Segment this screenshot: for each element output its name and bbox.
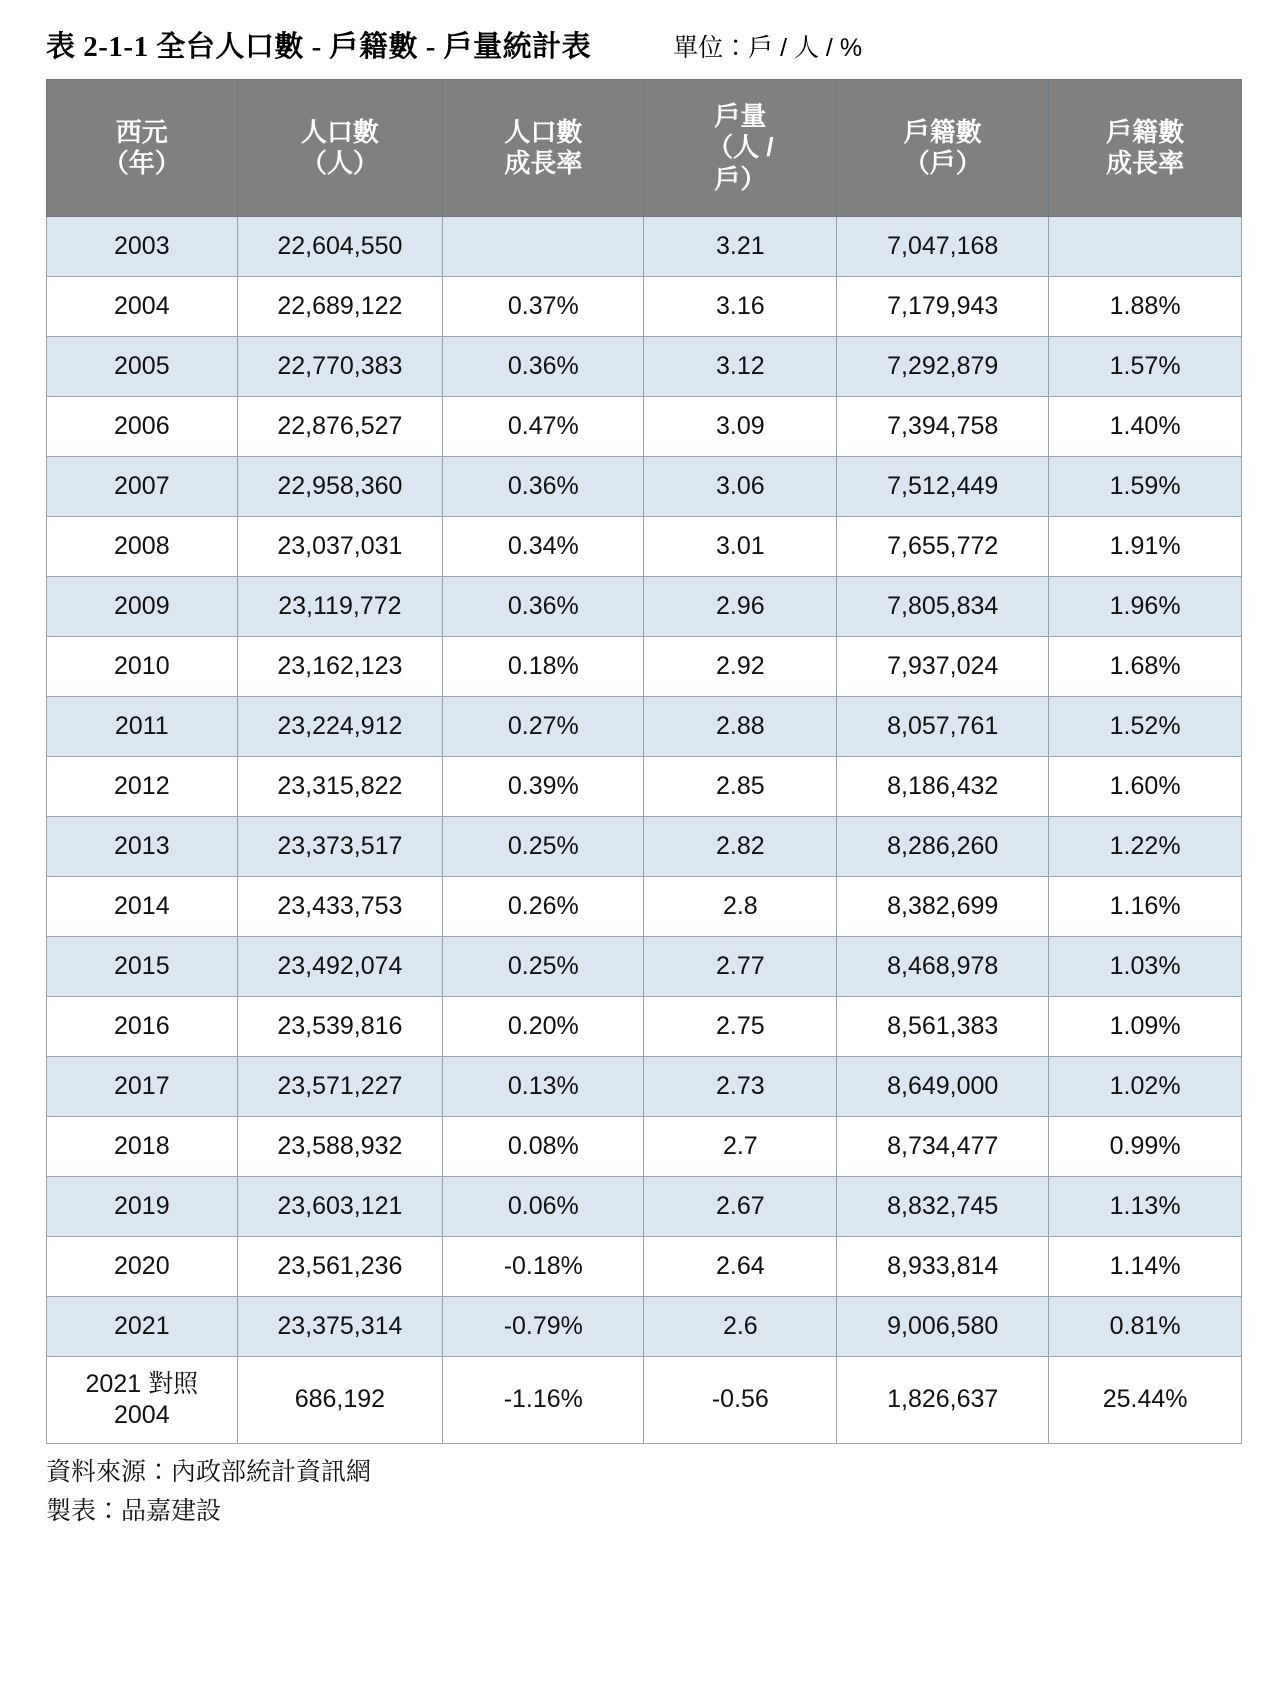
table-cell: 7,655,772 bbox=[837, 517, 1049, 577]
table-cell: -0.18% bbox=[443, 1237, 644, 1297]
table-cell: 0.26% bbox=[443, 877, 644, 937]
cell-year: 2020 bbox=[47, 1237, 238, 1297]
table-cell: 22,689,122 bbox=[237, 277, 443, 337]
table-row bbox=[47, 1297, 1242, 1357]
cell-year: 2013 bbox=[47, 817, 238, 877]
table-cell: 0.37% bbox=[443, 277, 644, 337]
table-cell: 23,588,932 bbox=[237, 1117, 443, 1177]
table-row bbox=[47, 997, 1242, 1057]
table-cell: 23,375,314 bbox=[237, 1297, 443, 1357]
table-cell: 8,286,260 bbox=[837, 817, 1049, 877]
table-cell: 3.16 bbox=[644, 277, 837, 337]
table-cell: 0.99% bbox=[1049, 1117, 1242, 1177]
table-cell: 1.14% bbox=[1049, 1237, 1242, 1297]
table-cell: 1.68% bbox=[1049, 637, 1242, 697]
table-cell: 2.92 bbox=[644, 637, 837, 697]
column-header-1 bbox=[237, 80, 443, 217]
table-cell: 23,561,236 bbox=[237, 1237, 443, 1297]
table-cell: 0.08% bbox=[443, 1117, 644, 1177]
table-cell: 1.88% bbox=[1049, 277, 1242, 337]
table-row bbox=[47, 817, 1242, 877]
cell-year: 2012 bbox=[47, 757, 238, 817]
column-header-line: 戶籍數 bbox=[1106, 116, 1185, 147]
table-cell: 1.03% bbox=[1049, 937, 1242, 997]
cell-year: 2008 bbox=[47, 517, 238, 577]
table-cell: 8,734,477 bbox=[837, 1117, 1049, 1177]
column-header-line: 戶籍數 bbox=[903, 116, 982, 147]
table-cell: 2.96 bbox=[644, 577, 837, 637]
table-cell: 2.67 bbox=[644, 1177, 837, 1237]
summary-label-line: 2021 對照 bbox=[85, 1369, 199, 1398]
column-header-line: 西元 bbox=[115, 116, 168, 147]
table-cell: 9,006,580 bbox=[837, 1297, 1049, 1357]
table-cell: 7,179,943 bbox=[837, 277, 1049, 337]
cell-year: 2003 bbox=[47, 217, 238, 277]
cell-year: 2004 bbox=[47, 277, 238, 337]
column-header-4 bbox=[837, 80, 1049, 217]
cell-year: 2018 bbox=[47, 1117, 238, 1177]
column-header-5 bbox=[1049, 80, 1242, 217]
table-cell: 0.25% bbox=[443, 937, 644, 997]
table-cell: 8,382,699 bbox=[837, 877, 1049, 937]
table-cell: 8,649,000 bbox=[837, 1057, 1049, 1117]
column-header-line: （人 / bbox=[707, 132, 774, 163]
table-cell: 0.39% bbox=[443, 757, 644, 817]
table-cell: 23,373,517 bbox=[237, 817, 443, 877]
table-cell: 3.09 bbox=[644, 397, 837, 457]
table-cell: 3.21 bbox=[644, 217, 837, 277]
table-cell: 1.52% bbox=[1049, 697, 1242, 757]
table-cell: 1.59% bbox=[1049, 457, 1242, 517]
note-line-0: 資料來源：內政部統計資訊網 bbox=[46, 1459, 372, 1486]
cell-year: 2015 bbox=[47, 937, 238, 997]
table-cell: 23,433,753 bbox=[237, 877, 443, 937]
cell-year: 2006 bbox=[47, 397, 238, 457]
cell-year: 2014 bbox=[47, 877, 238, 937]
table-cell: 22,958,360 bbox=[237, 457, 443, 517]
table-cell: 8,468,978 bbox=[837, 937, 1049, 997]
column-header-line: 戶） bbox=[714, 163, 767, 194]
summary-cell: 1,826,637 bbox=[837, 1357, 1049, 1444]
summary-cell: 686,192 bbox=[237, 1357, 443, 1444]
cell-year: 2010 bbox=[47, 637, 238, 697]
table-cell: 0.47% bbox=[443, 397, 644, 457]
table-row bbox=[47, 397, 1242, 457]
table-row bbox=[47, 577, 1242, 637]
cell-year: 2009 bbox=[47, 577, 238, 637]
column-header-line: 成長率 bbox=[504, 148, 583, 178]
column-header-3 bbox=[644, 80, 837, 217]
table-cell: 0.81% bbox=[1049, 1297, 1242, 1357]
table-cell: 7,512,449 bbox=[837, 457, 1049, 517]
table-cell: 8,561,383 bbox=[837, 997, 1049, 1057]
column-header-line: （戶） bbox=[903, 148, 982, 178]
column-header-line: （人） bbox=[300, 148, 379, 178]
table-cell: -0.79% bbox=[443, 1297, 644, 1357]
table-cell: 2.75 bbox=[644, 997, 837, 1057]
cell-year: 2005 bbox=[47, 337, 238, 397]
table-cell: 7,937,024 bbox=[837, 637, 1049, 697]
table-row bbox=[47, 277, 1242, 337]
table-cell: 23,492,074 bbox=[237, 937, 443, 997]
table-cell: 8,933,814 bbox=[837, 1237, 1049, 1297]
table-cell: 7,292,879 bbox=[837, 337, 1049, 397]
unit-label: 單位：戶 / 人 / % bbox=[673, 34, 863, 62]
table-cell: 1.60% bbox=[1049, 757, 1242, 817]
column-header-0 bbox=[47, 80, 238, 217]
table-cell: 1.91% bbox=[1049, 517, 1242, 577]
table-row bbox=[47, 217, 1242, 277]
column-header-line: 人口數 bbox=[504, 116, 583, 147]
table-row bbox=[47, 877, 1242, 937]
table-cell: 0.25% bbox=[443, 817, 644, 877]
table-row bbox=[47, 937, 1242, 997]
table-cell: 2.73 bbox=[644, 1057, 837, 1117]
table-cell: 23,162,123 bbox=[237, 637, 443, 697]
table-cell: 3.01 bbox=[644, 517, 837, 577]
table-cell bbox=[443, 217, 644, 277]
table-cell: 2.85 bbox=[644, 757, 837, 817]
table-cell: 2.77 bbox=[644, 937, 837, 997]
table-cell: 2.88 bbox=[644, 697, 837, 757]
summary-cell: -0.56 bbox=[644, 1357, 837, 1444]
table-cell: 2.6 bbox=[644, 1297, 837, 1357]
table-cell: 23,315,822 bbox=[237, 757, 443, 817]
table-cell: 22,770,383 bbox=[237, 337, 443, 397]
table-cell: 0.34% bbox=[443, 517, 644, 577]
cell-year: 2017 bbox=[47, 1057, 238, 1117]
column-header-line: （年） bbox=[102, 148, 181, 178]
table-cell: 0.36% bbox=[443, 457, 644, 517]
table-cell: 2.7 bbox=[644, 1117, 837, 1177]
column-header-2 bbox=[443, 80, 644, 217]
column-header-line: 成長率 bbox=[1106, 148, 1185, 178]
table-cell: 1.40% bbox=[1049, 397, 1242, 457]
table-row bbox=[47, 457, 1242, 517]
table-cell: 0.13% bbox=[443, 1057, 644, 1117]
cell-year: 2019 bbox=[47, 1177, 238, 1237]
table-row bbox=[47, 517, 1242, 577]
column-header-line: 戶量 bbox=[714, 101, 767, 132]
table-cell: 1.13% bbox=[1049, 1177, 1242, 1237]
page-title: 表 2-1-1 全台人口數 - 戶籍數 - 戶量統計表 bbox=[46, 31, 592, 63]
table-cell: 0.18% bbox=[443, 637, 644, 697]
table-row bbox=[47, 637, 1242, 697]
column-header-line: 人口數 bbox=[300, 116, 379, 147]
table-cell: 1.09% bbox=[1049, 997, 1242, 1057]
table-cell: 23,539,816 bbox=[237, 997, 443, 1057]
table-cell: 7,805,834 bbox=[837, 577, 1049, 637]
table-cell: 0.06% bbox=[443, 1177, 644, 1237]
statistics-table bbox=[46, 79, 1242, 1444]
table-cell bbox=[1049, 217, 1242, 277]
table-cell: 1.02% bbox=[1049, 1057, 1242, 1117]
table-row bbox=[47, 1177, 1242, 1237]
table-cell: 8,057,761 bbox=[837, 697, 1049, 757]
table-cell: 2.8 bbox=[644, 877, 837, 937]
summary-label-line: 2004 bbox=[113, 1401, 170, 1429]
summary-label bbox=[47, 1357, 238, 1444]
table-row bbox=[47, 1057, 1242, 1117]
table-cell: 2.64 bbox=[644, 1237, 837, 1297]
cell-year: 2011 bbox=[47, 697, 238, 757]
summary-cell: -1.16% bbox=[443, 1357, 644, 1444]
table-cell: 2.82 bbox=[644, 817, 837, 877]
table-cell: 23,224,912 bbox=[237, 697, 443, 757]
table-cell: 1.16% bbox=[1049, 877, 1242, 937]
table-cell: 3.06 bbox=[644, 457, 837, 517]
cell-year: 2007 bbox=[47, 457, 238, 517]
table-cell: 0.36% bbox=[443, 577, 644, 637]
summary-row bbox=[47, 1357, 1242, 1444]
title-row bbox=[46, 24, 1246, 65]
table-cell: 8,186,432 bbox=[837, 757, 1049, 817]
table-cell: 7,047,168 bbox=[837, 217, 1049, 277]
cell-year: 2016 bbox=[47, 997, 238, 1057]
summary-cell: 25.44% bbox=[1049, 1357, 1242, 1444]
table-cell: 23,603,121 bbox=[237, 1177, 443, 1237]
table-row bbox=[47, 1237, 1242, 1297]
table-cell: 23,037,031 bbox=[237, 517, 443, 577]
header-row bbox=[47, 80, 1242, 217]
table-row bbox=[47, 757, 1242, 817]
cell-year: 2021 bbox=[47, 1297, 238, 1357]
table-cell: 0.36% bbox=[443, 337, 644, 397]
table-cell: 7,394,758 bbox=[837, 397, 1049, 457]
footer-notes bbox=[46, 1454, 1246, 1532]
table-row bbox=[47, 337, 1242, 397]
note-line-1: 製表：品嘉建設 bbox=[46, 1497, 222, 1525]
table-cell: 0.27% bbox=[443, 697, 644, 757]
table-body bbox=[47, 217, 1242, 1444]
table-cell: 1.57% bbox=[1049, 337, 1242, 397]
table-cell: 0.20% bbox=[443, 997, 644, 1057]
table-cell: 22,604,550 bbox=[237, 217, 443, 277]
table-cell: 1.96% bbox=[1049, 577, 1242, 637]
table-cell: 8,832,745 bbox=[837, 1177, 1049, 1237]
table-row bbox=[47, 697, 1242, 757]
table-cell: 23,571,227 bbox=[237, 1057, 443, 1117]
table-row bbox=[47, 1117, 1242, 1177]
table-cell: 3.12 bbox=[644, 337, 837, 397]
table-header bbox=[47, 80, 1242, 217]
table-cell: 22,876,527 bbox=[237, 397, 443, 457]
table-cell: 1.22% bbox=[1049, 817, 1242, 877]
table-cell: 23,119,772 bbox=[237, 577, 443, 637]
